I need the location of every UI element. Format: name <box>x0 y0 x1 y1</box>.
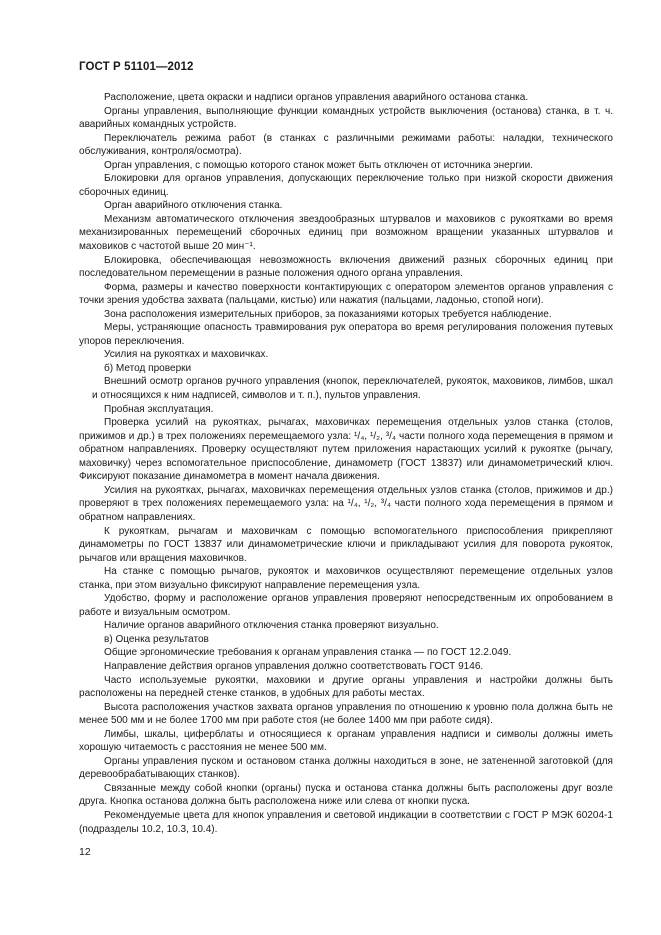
paragraph: Пробная эксплуатация. <box>104 403 214 415</box>
paragraph: Высота расположения участков захвата органов управления по отношению к уровню пола должна быть не менее 500 мм и не более 1700 мм при работе стоя (не более 1400 мм при работе сидя). <box>79 701 613 727</box>
paragraph: Рекомендуемые цвета для кнопок управления и световой индикации в соответствии с ГОСТ Р МЭК 60204-1 (подразделы 10.2, 10.3, 10.4). <box>79 809 613 835</box>
paragraph: На станке с помощью рычагов, рукояток и маховичков осуществляют перемещение отдельных узлов станка, при этом визуально фиксируют направление перемещения узла. <box>79 566 613 591</box>
paragraph: Удобство, форму и расположение органов управления проверяют непосредственным их опробованием в работе и визуальным осмотром. <box>79 593 613 618</box>
section-heading-method: б) Метод проверки <box>104 362 192 374</box>
paragraph: Внешний осмотр органов ручного управления (кнопок, переключателей, рукояток, маховиков, лимбов, шкал и относящихся к ним надписей, символов и т. п.), пультов управления. <box>92 376 613 402</box>
paragraph: Форма, размеры и качество поверхности контактирующих с оператором элементов органов управления с точки зрения удобства захвата (пальцами, кистью) или нажатия (пальцами, ладонью, стопой ноги). <box>79 281 613 307</box>
paragraph: Лимбы, шкалы, циферблаты и относящиеся к органам управления надписи и символы должны иметь хорошую читаемость с расстояния не менее 500 мм. <box>79 728 613 754</box>
paragraph: Усилия на рукоятках, рычагах, маховичках перемещения отдельных узлов станка (столов, прижимов и др.) проверяют в трех положениях перемещаемого узла: на ¹/₄, ¹/₂, ³/₄ части полного хода перемещения в прямом и обратном направлениях. <box>79 484 613 523</box>
paragraph: Меры, устраняющие опасность травмирования рук оператора во время регулирования положения путевых упоров переключения. <box>79 322 613 347</box>
paragraph: Органы управления, выполняющие функции командных устройств выключения (останова) станка, в т. ч. аварийных командных устройств. <box>79 105 613 131</box>
paragraph: Переключатель режима работ (в станках с различными режимами работы: наладки, технического обслуживания, контроля/осмотра). <box>79 132 613 158</box>
paragraph: Блокировки для органов управления, допускающих переключение только при низкой скорости движения сборочных единиц. <box>79 173 613 198</box>
paragraph: Часто используемые рукоятки, маховики и другие органы управления и настройки должны быть расположены на передней стенке станков, в удобных для работы местах. <box>79 674 613 700</box>
paragraph: Зона расположения измерительных приборов, за показаниями которых требуется наблюдение. <box>104 308 552 320</box>
paragraph: Направление действия органов управления должно соответствовать ГОСТ 9146. <box>104 660 484 672</box>
paragraph: Проверка усилий на рукоятках, рычагах, маховичках перемещения отдельных узлов станка (столов, прижимов и др.) в трех положениях перемещаемого узла: ¹/₄, ¹/₂, ³/₄ части полного хода перемещения в прямом и обратном направлениях. Проверку осуществляют путем приложения нарастающих усилий к рукоятке (рычагу, маховичку) через вспомогательное приспособление, динамометр (ГОСТ 13837) или динамометрический ключ. Фиксируют показание динамометра в момент начала движения. <box>79 417 613 483</box>
paragraph: К рукояткам, рычагам и маховичкам с помощью вспомогательного приспособления прикрепляют динамометры по ГОСТ 13837 или динамометрические ключи и прикладывают усилия для поворота рукояток, рычагов или вращения маховичков. <box>79 525 613 564</box>
document-header: ГОСТ Р 51101—2012 <box>79 61 194 73</box>
paragraph: Усилия на рукоятках и маховичках. <box>104 349 269 361</box>
paragraph: Органы управления пуском и остановом станка должны находиться в зоне, не затененной заготовкой (для деревообрабатывающих станков). <box>79 755 613 781</box>
paragraph: Расположение, цвета окраски и надписи органов управления аварийного останова станка. <box>104 92 529 103</box>
paragraph: Общие эргономические требования к органам управления станка — по ГОСТ 12.2.049. <box>104 647 512 659</box>
document-body <box>79 91 613 836</box>
section-heading-results: в) Оценка результатов <box>104 633 209 645</box>
paragraph: Наличие органов аварийного отключения станка проверяют визуально. <box>104 620 439 632</box>
paragraph: Механизм автоматического отключения звездообразных штурвалов и маховиков с рукоятками во время механизированных перемещений сборочных единиц при возможном вращении указанных штурвалов и маховиков с частотой выше 20 мин⁻¹. <box>79 213 613 253</box>
paragraph: Блокировка, обеспечивающая невозможность включения движений разных сборочных единиц при последовательном перемещении в разные положения одного органа управления. <box>79 254 613 280</box>
paragraph: Связанные между собой кнопки (органы) пуска и останова станка должны быть расположены друг возле друга. Кнопка останова должна быть расположена ниже или слева от кнопки пуска. <box>79 782 613 808</box>
page-number: 12 <box>79 846 91 858</box>
paragraph: Орган управления, с помощью которого станок может быть отключен от источника энергии. <box>104 159 534 171</box>
paragraph: Орган аварийного отключения станка. <box>104 200 283 212</box>
